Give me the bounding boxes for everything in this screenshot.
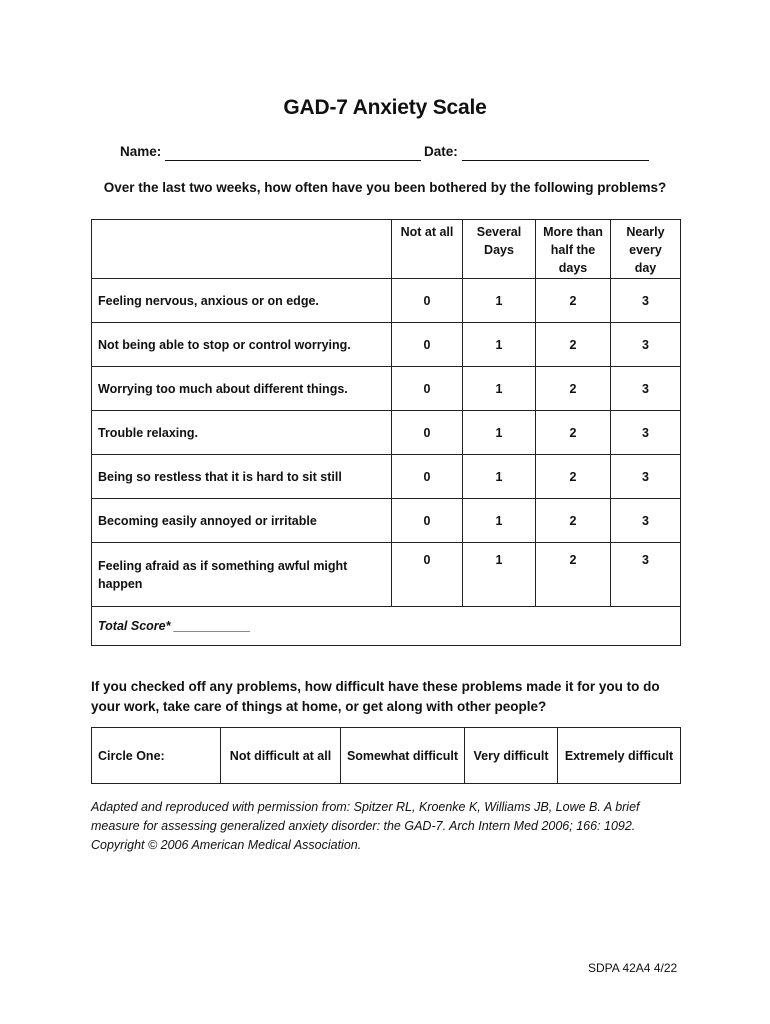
item-label: Not being able to stop or control worrying. bbox=[92, 323, 392, 367]
score-option[interactable]: 0 bbox=[392, 279, 463, 323]
score-option[interactable]: 3 bbox=[611, 411, 681, 455]
score-option[interactable]: 1 bbox=[463, 323, 536, 367]
circle-one-label: Circle One: bbox=[92, 728, 221, 784]
table-row bbox=[92, 499, 681, 543]
score-option[interactable]: 0 bbox=[392, 411, 463, 455]
score-option[interactable]: 3 bbox=[611, 279, 681, 323]
score-option[interactable]: 1 bbox=[463, 279, 536, 323]
score-option[interactable]: 3 bbox=[611, 323, 681, 367]
score-option[interactable]: 2 bbox=[536, 279, 611, 323]
score-option[interactable]: 2 bbox=[536, 323, 611, 367]
score-option[interactable]: 2 bbox=[536, 411, 611, 455]
option-extremely-difficult[interactable]: Extremely difficult bbox=[558, 728, 681, 784]
date-label: Date: bbox=[424, 144, 458, 159]
name-label: Name: bbox=[120, 144, 162, 159]
total-score-field[interactable]: Total Score* ___________ bbox=[92, 607, 681, 646]
score-option[interactable]: 1 bbox=[463, 455, 536, 499]
option-not-difficult[interactable]: Not difficult at all bbox=[221, 728, 341, 784]
header-blank bbox=[92, 220, 392, 279]
score-option[interactable]: 0 bbox=[392, 499, 463, 543]
score-option[interactable]: 1 bbox=[463, 499, 536, 543]
page-title: GAD-7 Anxiety Scale bbox=[283, 96, 487, 119]
difficulty-table bbox=[91, 727, 681, 784]
score-option[interactable]: 3 bbox=[611, 499, 681, 543]
score-option[interactable]: 1 bbox=[463, 367, 536, 411]
table-row bbox=[92, 279, 681, 323]
item-label: Trouble relaxing. bbox=[92, 411, 392, 455]
date-field[interactable] bbox=[462, 160, 649, 161]
name-field[interactable] bbox=[165, 160, 421, 161]
frequency-question: Over the last two weeks, how often have you been bothered by the following problems? bbox=[103, 180, 667, 195]
citation-line: measure for assessing generalized anxiety disorder: the GAD-7. Arch Intern Med 2006; 166: 1092. bbox=[91, 819, 636, 833]
score-option[interactable]: 2 bbox=[536, 499, 611, 543]
citation-line: Adapted and reproduced with permission from: Spitzer RL, Kroenke K, Williams JB, Lowe B. A brief bbox=[91, 800, 640, 814]
score-option[interactable]: 0 bbox=[392, 367, 463, 411]
citation-line: Copyright © 2006 American Medical Association. bbox=[91, 838, 362, 852]
score-option[interactable]: 2 bbox=[536, 543, 611, 607]
form-code: SDPA 42A4 4/22 bbox=[588, 961, 678, 975]
table-row bbox=[92, 367, 681, 411]
option-very-difficult[interactable]: Very difficult bbox=[465, 728, 558, 784]
score-option[interactable]: 1 bbox=[463, 543, 536, 607]
table-row bbox=[92, 543, 681, 607]
difficulty-question: If you checked off any problems, how difficult have these problems made it for you to do your work, take care of things at home, or get along with other people? bbox=[91, 679, 660, 714]
score-option[interactable]: 2 bbox=[536, 367, 611, 411]
score-option[interactable]: 2 bbox=[536, 455, 611, 499]
option-somewhat-difficult[interactable]: Somewhat difficult bbox=[341, 728, 465, 784]
item-label: Becoming easily annoyed or irritable bbox=[92, 499, 392, 543]
header-more-than-half: More than half the days bbox=[536, 220, 611, 279]
header-not-at-all: Not at all bbox=[392, 220, 463, 279]
header-several-days: Several Days bbox=[463, 220, 536, 279]
score-option[interactable]: 3 bbox=[611, 543, 681, 607]
item-label: Feeling nervous, anxious or on edge. bbox=[92, 279, 392, 323]
score-option[interactable]: 0 bbox=[392, 455, 463, 499]
score-option[interactable]: 1 bbox=[463, 411, 536, 455]
header-nearly-every-day: Nearly every day bbox=[611, 220, 681, 279]
score-option[interactable]: 0 bbox=[392, 543, 463, 607]
table-row bbox=[92, 728, 681, 784]
table-row bbox=[92, 323, 681, 367]
item-label: Feeling afraid as if something awful might happen bbox=[92, 543, 392, 607]
symptom-scale-table bbox=[91, 219, 681, 646]
table-row bbox=[92, 455, 681, 499]
score-option[interactable]: 3 bbox=[611, 367, 681, 411]
score-option[interactable]: 0 bbox=[392, 323, 463, 367]
item-label: Being so restless that it is hard to sit still bbox=[92, 455, 392, 499]
score-option[interactable]: 3 bbox=[611, 455, 681, 499]
total-score-row bbox=[92, 607, 681, 646]
table-row bbox=[92, 411, 681, 455]
citation bbox=[91, 798, 691, 855]
table-header-row bbox=[92, 220, 681, 279]
item-label: Worrying too much about different things. bbox=[92, 367, 392, 411]
